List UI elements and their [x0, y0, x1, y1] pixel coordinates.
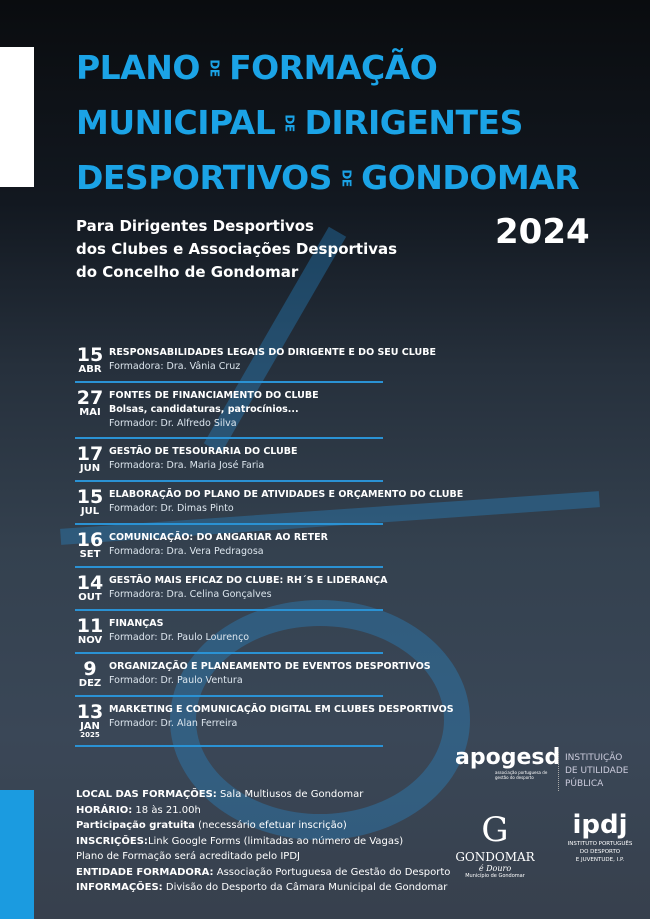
session-title: MARKETING E COMUNICAÇÃO DIGITAL EM CLUBES DESPORTIVOS [109, 704, 454, 715]
session-title: GESTÃO DE TESOURARIA DO CLUBE [109, 446, 298, 457]
session-trainer: Formador: Dr. Paulo Ventura [109, 675, 243, 686]
session-date: 15 JUL [76, 486, 104, 517]
subtitle-line: do Concelho de Gondomar [76, 263, 299, 281]
year: 2024 [495, 212, 590, 252]
session-trainer: Formadora: Dra. Vânia Cruz [109, 361, 241, 372]
session-trainer: Formador: Dr. Dimas Pinto [109, 503, 234, 514]
ipdj-logo: ipdj INSTITUTO PORTUGUÊS DO DESPORTO E JUVENTUDE, I.P. [567, 810, 633, 863]
session-trainer: Formador: Dr. Alan Ferreira [109, 718, 238, 729]
gondomar-logo: G GONDOMAR é Douro Município de Gondomar [455, 810, 535, 879]
session-item [75, 482, 464, 525]
session-trainer: Formadora: Dra. Celina Gonçalves [109, 589, 272, 600]
title-word: GONDOMAR [361, 158, 580, 197]
session-date: 11 NOV [76, 615, 104, 646]
blue-accent-block [0, 790, 34, 919]
session-list [75, 344, 464, 747]
session-title: FINANÇAS [109, 618, 164, 629]
session-title: RESPONSABILIDADES LEGAIS DO DIRIGENTE E DO SEU CLUBE [109, 347, 436, 358]
session-date: 13 JAN 2025 [76, 701, 104, 739]
session-item [75, 697, 454, 747]
logos [450, 740, 645, 910]
title-word: DESPORTIVOS [76, 158, 332, 197]
session-trainer: Formador: Dr. Paulo Lourenço [109, 632, 250, 643]
session-subtitle: Bolsas, candidaturas, patrocínios... [109, 404, 299, 415]
footer-line: HORÁRIO: 18 às 21.00h [76, 804, 201, 816]
title-de: DE [207, 58, 222, 77]
footer-info [76, 787, 450, 896]
footer-line: INFORMAÇÕES: Divisão do Desporto da Câmara Municipal de Gondomar [76, 882, 448, 893]
session-item [75, 611, 383, 654]
footer-line: ENTIDADE FORMADORA: Associação Portuguesa de Gestão do Desporto [76, 866, 451, 878]
session-item [75, 654, 431, 697]
session-title: FONTES DE FINANCIAMENTO DO CLUBE [109, 390, 319, 401]
session-date: 14 OUT [76, 572, 104, 603]
subtitle-line: dos Clubes e Associações Desportivas [76, 240, 398, 258]
session-date: 9 DEZ [78, 658, 102, 689]
footer-line: LOCAL DAS FORMAÇÕES: Sala Multiusos de Gondomar [76, 789, 364, 800]
session-item [75, 383, 383, 439]
session-date: 15 ABR [76, 344, 104, 375]
session-item [75, 439, 383, 482]
poster-title [76, 40, 606, 205]
institution-label: INSTITUIÇÃO DE UTILIDADE PÚBLICA [558, 752, 628, 791]
subtitle-line: Para Dirigentes Desportivos [76, 217, 314, 235]
footer-line: Participação gratuita (necessário efetuar inscrição) [76, 820, 347, 831]
session-trainer: Formadora: Dra. Maria José Faria [109, 460, 265, 471]
session-trainer: Formador: Dr. Alfredo Silva [109, 418, 237, 429]
title-word: FORMAÇÃO [229, 48, 438, 87]
title-word: DIRIGENTES [304, 103, 523, 142]
session-date: 27 MAI [76, 387, 104, 418]
session-title: COMUNICAÇÃO: DO ANGARIAR AO RETER [109, 532, 328, 543]
title-word: PLANO [76, 48, 200, 87]
session-item [75, 344, 436, 383]
title-word: MUNICIPAL [76, 103, 276, 142]
title-de: DE [282, 113, 297, 132]
session-date: 16 SET [76, 529, 104, 560]
white-accent-block [0, 47, 34, 187]
session-title: ORGANIZAÇÃO E PLANEAMENTO DE EVENTOS DESPORTIVOS [109, 661, 431, 672]
session-date: 17 JUN [76, 443, 104, 474]
apogesd-logo: apogesd associação portuguesa de gestão do desporto [455, 745, 561, 780]
session-title: GESTÃO MAIS EFICAZ DO CLUBE: RH´S E LIDERANÇA [109, 575, 388, 586]
footer-line: Plano de Formação será acreditado pelo IPDJ [76, 851, 300, 862]
session-item [75, 525, 383, 568]
session-item [75, 568, 388, 611]
audience-subtitle [76, 215, 397, 284]
session-title: ELABORAÇÃO DO PLANO DE ATIVIDADES E ORÇAMENTO DO CLUBE [109, 489, 464, 500]
title-de: DE [339, 168, 354, 187]
session-trainer: Formadora: Dra. Vera Pedragosa [109, 546, 264, 557]
footer-line: INSCRIÇÕES:Link Google Forms (limitadas ao número de Vagas) [76, 835, 404, 847]
